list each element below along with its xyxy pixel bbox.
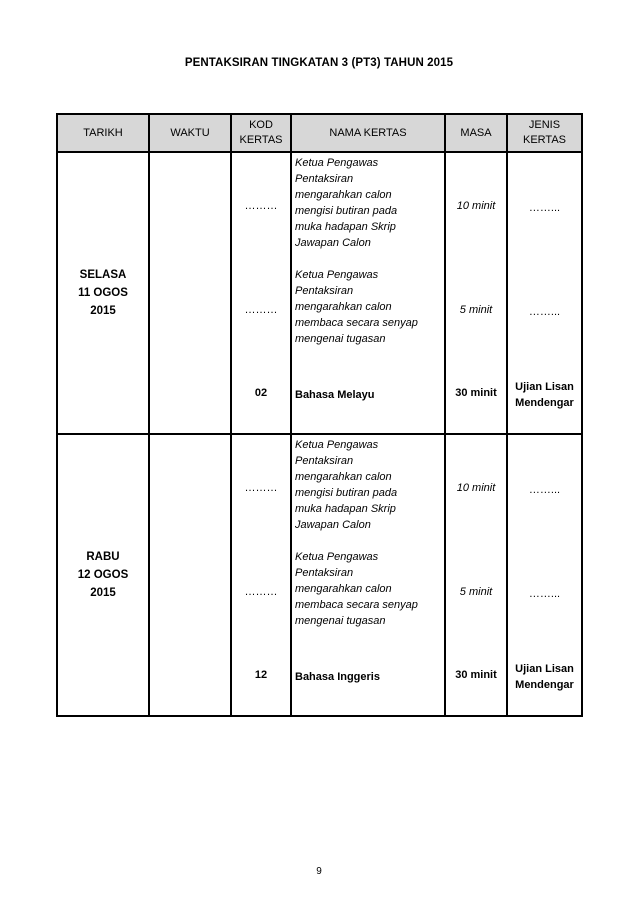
nama-line: Ketua Pengawas: [295, 269, 379, 281]
nama-line: Ketua Pengawas: [295, 157, 379, 169]
nama-kertas: [292, 669, 444, 685]
header-tarikh: TARIKH: [57, 114, 149, 152]
nama-line: mengisi butiran pada: [295, 205, 398, 217]
jenis-kertas: [508, 304, 581, 320]
exam-schedule-table: [56, 113, 583, 717]
jenis-kertas: [508, 661, 581, 693]
day-name: SELASA: [79, 269, 127, 281]
masa-cell: [445, 152, 507, 434]
waktu-cell: [149, 152, 231, 434]
day-date: 11 OGOS: [78, 287, 128, 299]
day-name: RABU: [86, 551, 120, 563]
header-kod-line2: KERTAS: [239, 134, 283, 146]
kod-kertas: ………: [244, 304, 278, 316]
masa-value: 10 minit: [456, 200, 496, 212]
nama-line: mengenai tugasan: [295, 615, 386, 627]
kod-kertas: ………: [244, 482, 278, 494]
tarikh-cell: [57, 434, 149, 716]
nama-line: Bahasa Inggeris: [295, 671, 380, 683]
nama-line: Pentaksiran: [295, 173, 354, 185]
header-nama-kertas: NAMA KERTAS: [291, 114, 445, 152]
kod-kertas: ………: [244, 586, 278, 598]
day-year: 2015: [90, 587, 116, 599]
nama-line: muka hadapan Skrip: [295, 221, 396, 233]
jenis-line: ……...: [528, 484, 561, 496]
nama-line: mengarahkan calon: [295, 189, 392, 201]
waktu-cell: [149, 434, 231, 716]
nama-kertas: [292, 549, 444, 629]
table-row: [57, 434, 582, 716]
table-row: [57, 152, 582, 434]
jenis-kertas-cell: [507, 152, 582, 434]
nama-kertas: [292, 387, 444, 403]
nama-line: membaca secara senyap: [295, 317, 418, 329]
day-year: 2015: [90, 305, 116, 317]
masa-value: 10 minit: [456, 482, 496, 494]
jenis-line: ……...: [528, 202, 561, 214]
table-body: [57, 152, 582, 716]
jenis-kertas: [508, 586, 581, 602]
nama-kertas: [292, 267, 444, 347]
header-jenis-kertas: [507, 114, 582, 152]
nama-line: mengenai tugasan: [295, 333, 386, 345]
kod-kertas: 12: [254, 669, 268, 681]
nama-kertas: [292, 155, 444, 251]
jenis-line: Ujian Lisan: [515, 381, 574, 393]
jenis-kertas-cell: [507, 434, 582, 716]
nama-line: Jawapan Calon: [295, 519, 371, 531]
tarikh-cell: [57, 152, 149, 434]
day-date: 12 OGOS: [77, 569, 129, 581]
nama-kertas-cell: [291, 152, 445, 434]
nama-line: Pentaksiran: [295, 455, 354, 467]
header-jenis-line2: KERTAS: [523, 134, 566, 146]
table-header-row: [57, 114, 582, 152]
kod-kertas: ………: [244, 200, 278, 212]
nama-line: Ketua Pengawas: [295, 551, 379, 563]
header-jenis-line1: JENIS: [528, 119, 561, 131]
jenis-kertas: [508, 200, 581, 216]
kod-kertas: 02: [254, 387, 268, 399]
nama-kertas: [292, 437, 444, 533]
jenis-line: ……...: [528, 306, 561, 318]
jenis-kertas: [508, 379, 581, 411]
header-waktu: WAKTU: [149, 114, 231, 152]
nama-line: Ketua Pengawas: [295, 439, 379, 451]
jenis-line: Ujian Lisan: [515, 663, 574, 675]
nama-line: mengarahkan calon: [295, 301, 392, 313]
kod-kertas-cell: [231, 152, 291, 434]
nama-line: mengarahkan calon: [295, 471, 392, 483]
nama-line: Pentaksiran: [295, 567, 354, 579]
kod-kertas-cell: [231, 434, 291, 716]
header-masa: MASA: [445, 114, 507, 152]
nama-line: Jawapan Calon: [295, 237, 371, 249]
masa-value: 5 minit: [459, 304, 493, 316]
nama-line: muka hadapan Skrip: [295, 503, 396, 515]
masa-value: 30 minit: [455, 387, 497, 399]
nama-line: membaca secara senyap: [295, 599, 418, 611]
jenis-line: ……...: [528, 588, 561, 600]
masa-value: 30 minit: [455, 669, 497, 681]
header-kod-kertas: [231, 114, 291, 152]
jenis-line: Mendengar: [515, 397, 574, 409]
nama-line: mengisi butiran pada: [295, 487, 398, 499]
jenis-kertas: [508, 482, 581, 498]
page-title: PENTAKSIRAN TINGKATAN 3 (PT3) TAHUN 2015: [184, 57, 454, 69]
nama-line: Bahasa Melayu: [295, 389, 375, 401]
jenis-line: Mendengar: [515, 679, 574, 691]
nama-line: Pentaksiran: [295, 285, 354, 297]
masa-value: 5 minit: [459, 586, 493, 598]
masa-cell: [445, 434, 507, 716]
nama-line: mengarahkan calon: [295, 583, 392, 595]
page-number: 9: [316, 866, 322, 877]
nama-kertas-cell: [291, 434, 445, 716]
header-kod-line1: KOD: [249, 119, 273, 131]
